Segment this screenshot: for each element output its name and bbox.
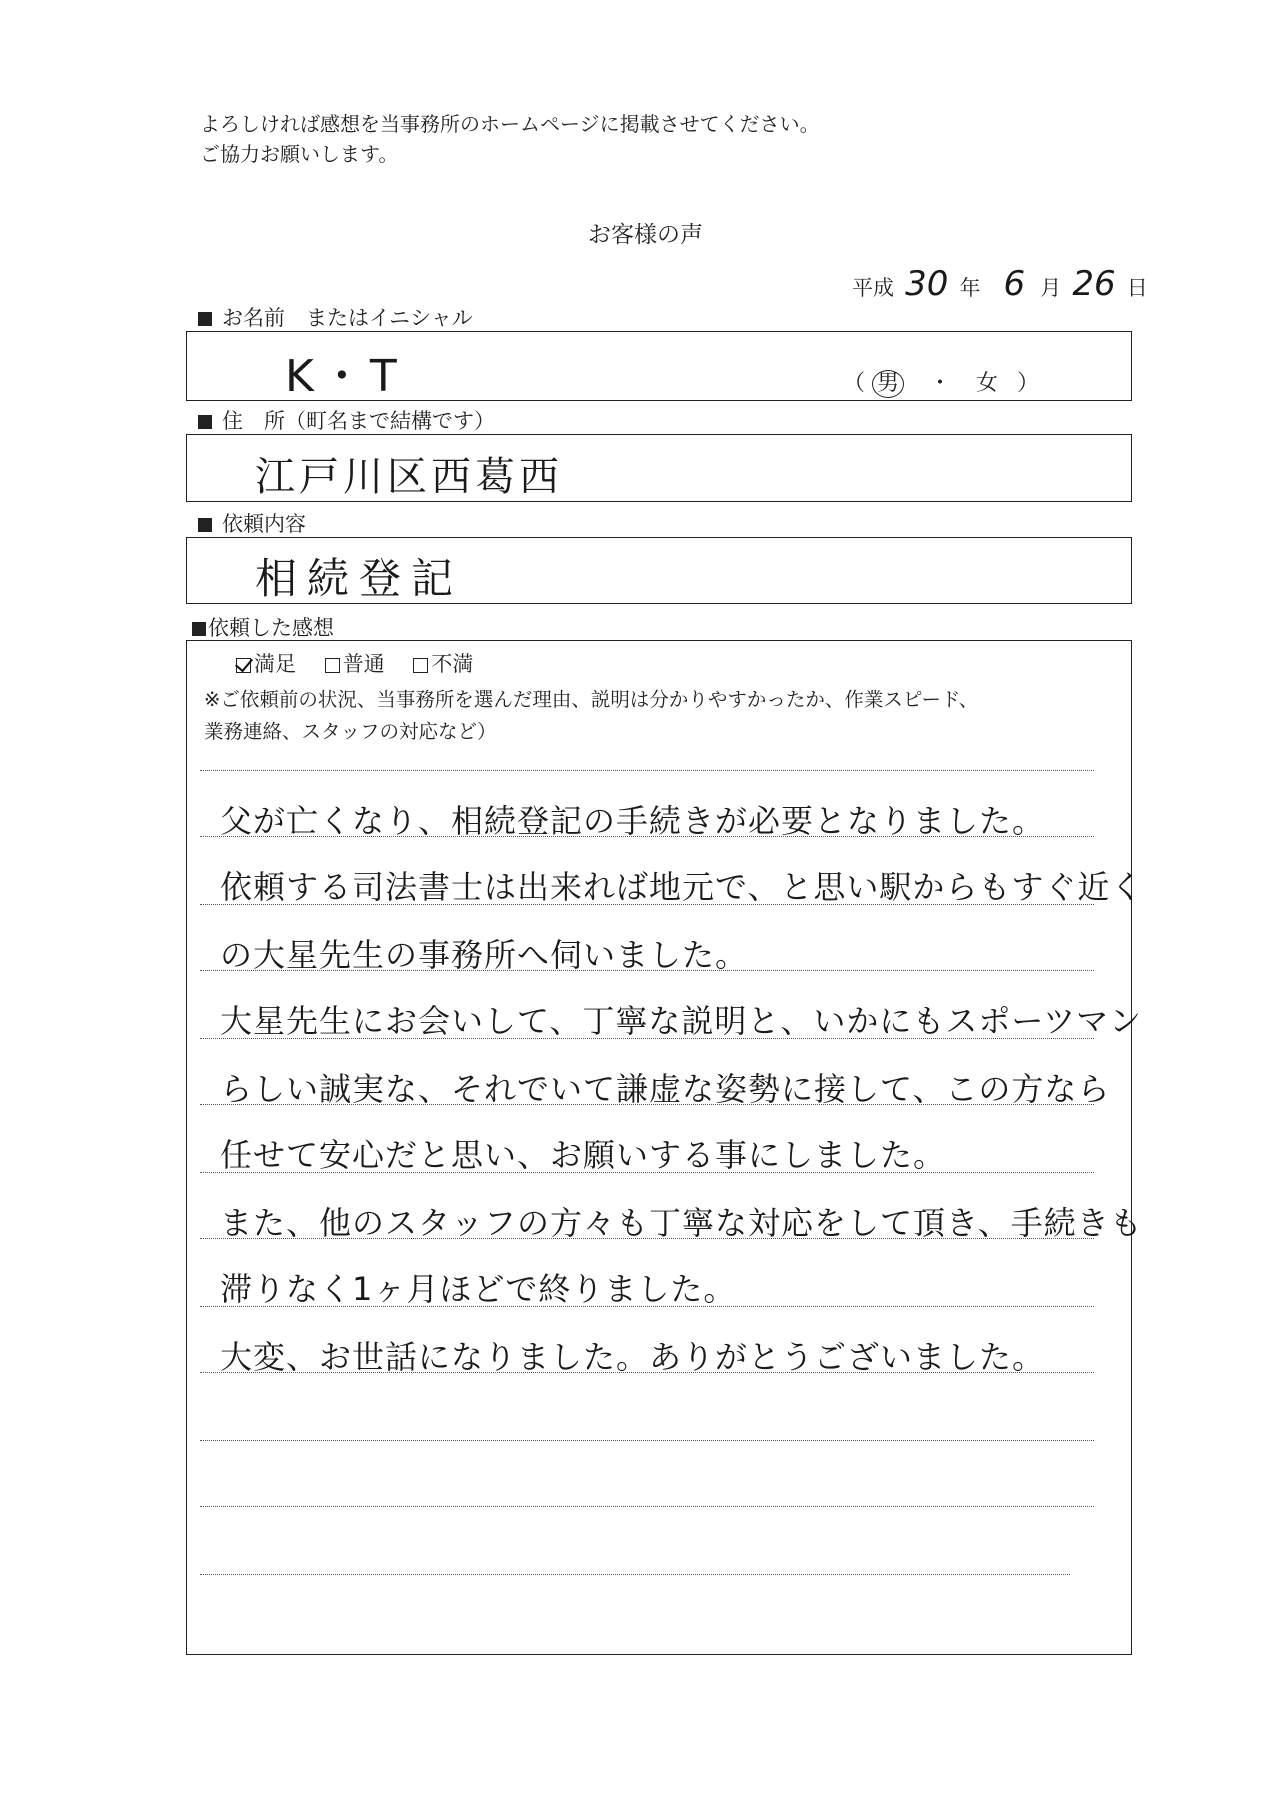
date-era: 平成: [852, 276, 894, 300]
comment-line-2: 依頼する司法書士は出来れば地元で、と思い駅からもすぐ近く: [220, 868, 1144, 906]
dotted-rule: [200, 1574, 1070, 1575]
gender-separator: ・: [929, 371, 952, 396]
dotted-rule: [200, 770, 1094, 771]
comment-line-6: 任せて安心だと思い、お願いする事にしました。: [220, 1136, 947, 1174]
satisfaction-options: [236, 648, 473, 678]
comment-line-8: 滞りなく1ヶ月ほどで終りました。: [220, 1270, 737, 1308]
gender-field: [843, 366, 1039, 398]
address-box[interactable]: [186, 434, 1132, 502]
square-bullet-icon: [198, 312, 212, 326]
address-label: 住 所（町名まで結構です）: [198, 405, 495, 435]
gender-female-option[interactable]: 女: [976, 371, 999, 396]
square-bullet-icon: [198, 518, 212, 532]
square-bullet-icon: [192, 622, 206, 636]
checkbox-checked-icon[interactable]: [236, 658, 251, 673]
intro-line-2: ご協力お願いします。: [200, 142, 399, 166]
comment-line-9: 大変、お世話になりました。ありがとうございました。: [220, 1338, 1046, 1376]
comment-line-1: 父が亡くなり、相続登記の手続きが必要となりました。: [220, 802, 1046, 840]
request-label: 依頼内容: [198, 508, 306, 538]
option-normal[interactable]: 普通: [325, 652, 385, 676]
date-month: 6: [1003, 264, 1026, 304]
date-field: [852, 264, 1148, 304]
option-satisfied[interactable]: 満足: [236, 652, 296, 676]
name-box[interactable]: [186, 331, 1132, 401]
comment-line-5: らしい誠実な、それでいて謙虚な姿勢に接して、この方なら: [220, 1070, 1111, 1108]
date-year-unit: 年: [959, 276, 981, 300]
comment-line-3: の大星先生の事務所へ伺いました。: [220, 936, 749, 974]
checkbox-icon[interactable]: [325, 658, 340, 673]
feedback-note-line-1: ※ご依頼前の状況、当事務所を選んだ理由、説明は分かりやすかったか、作業スピード、: [204, 688, 979, 711]
intro-line-1: よろしければ感想を当事務所のホームページに掲載させてください。: [200, 112, 820, 136]
address-value: 江戸川区西葛西: [255, 454, 563, 500]
date-day: 26: [1072, 264, 1116, 304]
request-value: 相続登記: [255, 554, 464, 603]
comment-line-7: また、他のスタッフの方々も丁寧な対応をして頂き、手続きも: [220, 1204, 1143, 1242]
dotted-rule: [200, 1506, 1094, 1507]
date-year: 30: [905, 264, 949, 304]
feedback-label: 依頼した感想: [192, 612, 334, 642]
gender-close: ）: [1017, 371, 1040, 396]
gender-male-option[interactable]: 男: [872, 370, 904, 398]
date-day-unit: 日: [1126, 276, 1148, 300]
feedback-note-line-2: 業務連絡、スタッフの対応など）: [204, 720, 497, 743]
square-bullet-icon: [198, 415, 212, 429]
comment-line-4: 大星先生にお会いして、丁寧な説明と、いかにもスポーツマン: [220, 1002, 1143, 1040]
checkbox-icon[interactable]: [413, 658, 428, 673]
date-month-unit: 月: [1040, 276, 1062, 300]
gender-open: （: [843, 371, 866, 396]
dotted-rule: [200, 1440, 1094, 1441]
page-title: お客様の声: [588, 222, 703, 248]
name-label: お名前 またはイニシャル: [198, 302, 473, 332]
request-box[interactable]: [186, 537, 1132, 604]
name-value: K・T: [285, 351, 403, 402]
option-unsatisfied[interactable]: 不満: [413, 652, 473, 676]
